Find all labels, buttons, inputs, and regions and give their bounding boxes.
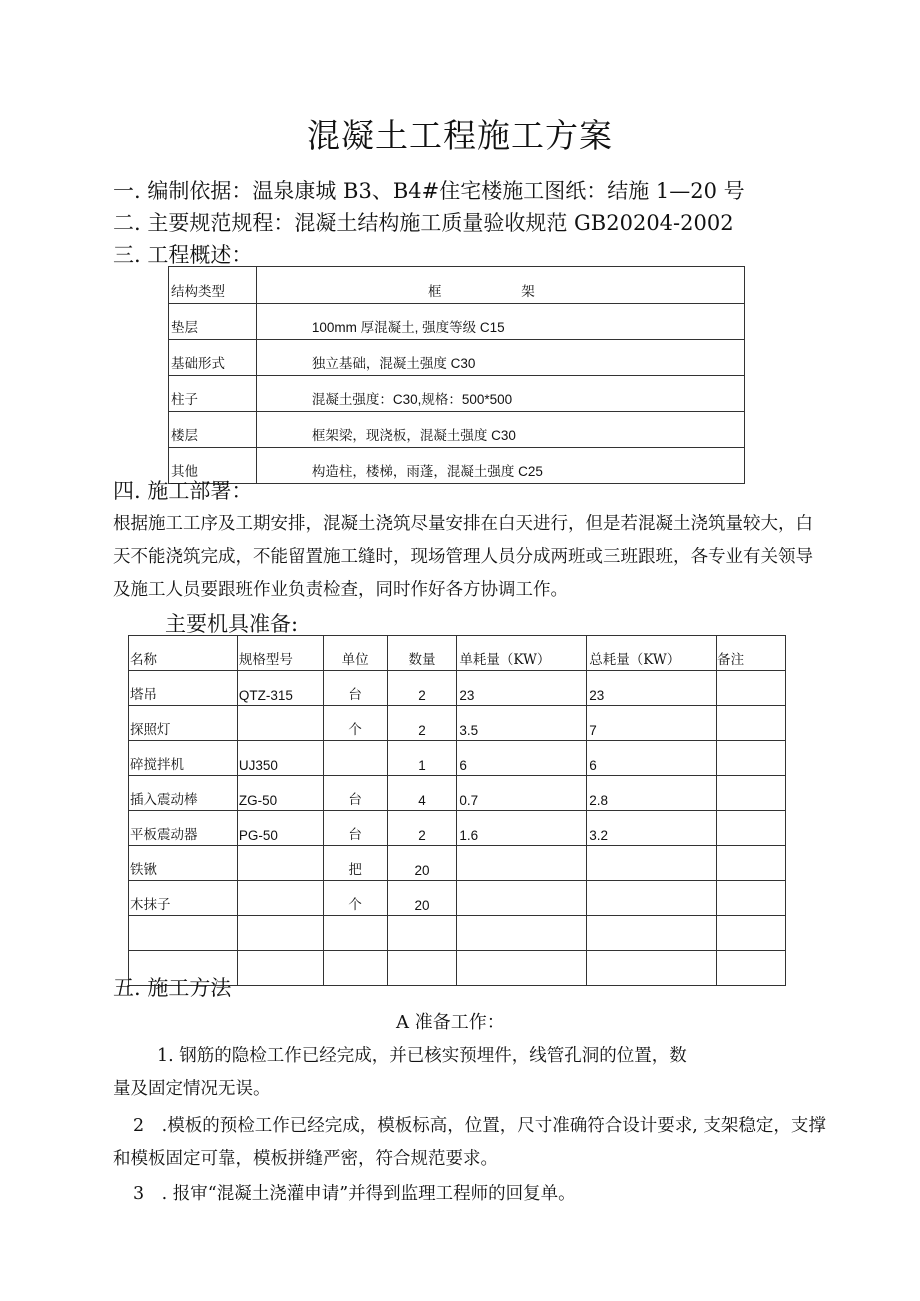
table-cell: 2.8 (587, 776, 717, 811)
table-cell (237, 916, 323, 951)
table-cell (457, 951, 587, 986)
table-cell (457, 846, 587, 881)
table-cell (237, 706, 323, 741)
table-cell: UJ350 (237, 741, 323, 776)
table-cell (717, 916, 786, 951)
table-cell: 探照灯 (129, 706, 238, 741)
table-row (129, 916, 786, 951)
overview-value: 混凝土强度：C30,规格：500*500 (256, 376, 744, 412)
table-cell: QTZ-315 (237, 671, 323, 706)
overview-value: 独立基础，混凝土强度 C30 (256, 340, 744, 376)
overview-label: 垫层 (169, 304, 257, 340)
table-row (129, 741, 786, 776)
table-cell (323, 951, 387, 986)
overview-value: 100mm 厚混凝土, 强度等级 C15 (256, 304, 744, 340)
table-cell (237, 951, 323, 986)
table-row (129, 881, 786, 916)
table-cell: 台 (323, 776, 387, 811)
overview-row (169, 448, 745, 484)
table-cell: 1.6 (457, 811, 587, 846)
table-row (129, 811, 786, 846)
table-cell: 木抹子 (129, 881, 238, 916)
table-row (129, 846, 786, 881)
table-cell: 个 (323, 881, 387, 916)
table-cell: 1 (387, 741, 457, 776)
overview-value: 构造柱，楼梯，雨蓬，混凝土强度 C25 (256, 448, 744, 484)
table-cell (717, 811, 786, 846)
table-cell: 插入震动棒 (129, 776, 238, 811)
overview-label: 楼层 (169, 412, 257, 448)
table-cell: 把 (323, 846, 387, 881)
deployment-line: 及施工人员要跟班作业负责检查，同时作好各方协调工作。 (113, 580, 568, 600)
table-cell (457, 881, 587, 916)
table-cell (587, 881, 717, 916)
table-cell (717, 741, 786, 776)
overview-row (169, 376, 745, 412)
method-item: 3 . 报审“混凝土浇灌申请”并得到监理工程师的回复单。 (133, 1184, 576, 1204)
table-cell (237, 846, 323, 881)
method-item: 和模板固定可靠，模板拼缝严密，符合规范要求。 (113, 1149, 498, 1169)
table-cell (717, 671, 786, 706)
table-row (129, 776, 786, 811)
table-cell: PG-50 (237, 811, 323, 846)
overview-row (169, 267, 745, 304)
equipment-heading: 主要机具准备: (165, 612, 299, 636)
table-row (129, 706, 786, 741)
overview-label: 其他 (169, 448, 257, 484)
equipment-header-cell: 数量 (387, 636, 457, 671)
method-item: 1. 钢筋的隐检工作已经完成，并已核实预埋件，线管孔洞的位置，数 (157, 1046, 687, 1066)
section-deployment: 四. 施工部署： (113, 479, 253, 503)
overview-label: 基础形式 (169, 340, 257, 376)
overview-value: 框 架 (256, 267, 744, 304)
table-cell (323, 916, 387, 951)
table-cell: 7 (587, 706, 717, 741)
table-cell: 20 (387, 881, 457, 916)
table-cell (457, 916, 587, 951)
table-cell: 6 (457, 741, 587, 776)
section-method: 五. 施工方法 (113, 976, 232, 1000)
table-cell (717, 846, 786, 881)
equipment-header-cell: 单位 (323, 636, 387, 671)
overview-row (169, 412, 745, 448)
table-cell: ZG-50 (237, 776, 323, 811)
table-cell: 2 (387, 706, 457, 741)
table-cell (323, 741, 387, 776)
table-cell: 4 (387, 776, 457, 811)
table-cell: 6 (587, 741, 717, 776)
overview-label: 结构类型 (169, 267, 257, 304)
table-cell (717, 951, 786, 986)
table-cell (717, 881, 786, 916)
table-cell: 2 (387, 811, 457, 846)
table-cell (387, 916, 457, 951)
table-cell: 2 (387, 671, 457, 706)
table-cell: 0.7 (457, 776, 587, 811)
equipment-header-cell: 规格型号 (237, 636, 323, 671)
table-cell: 3.5 (457, 706, 587, 741)
overview-row (169, 340, 745, 376)
table-row (129, 671, 786, 706)
equipment-header-cell: 备注 (717, 636, 786, 671)
method-subheading: A 准备工作： (396, 1012, 505, 1033)
equipment-header-cell: 总耗量（KW） (587, 636, 717, 671)
table-cell (237, 881, 323, 916)
table-cell (587, 951, 717, 986)
overview-row (169, 304, 745, 340)
table-cell: 个 (323, 706, 387, 741)
page-title: 混凝土工程施工方案 (307, 116, 613, 155)
table-cell: 铁锹 (129, 846, 238, 881)
table-cell (587, 916, 717, 951)
method-item: 2 .模板的预检工作已经完成，模板标高，位置，尺寸准确符合设计要求, 支架稳定，支撑 (133, 1116, 826, 1136)
section-standards: 二. 主要规范规程：混凝土结构施工质量验收规范 GB20204-2002 (113, 211, 734, 235)
table-cell (717, 706, 786, 741)
equipment-header-row (129, 636, 786, 671)
equipment-header-cell: 名称 (129, 636, 238, 671)
overview-value: 框架梁，现浇板，混凝土强度 C30 (256, 412, 744, 448)
overview-table (168, 266, 745, 484)
table-cell: 23 (587, 671, 717, 706)
table-cell: 23 (457, 671, 587, 706)
overview-label: 柱子 (169, 376, 257, 412)
equipment-header-cell: 单耗量（KW） (457, 636, 587, 671)
table-cell: 20 (387, 846, 457, 881)
table-cell (387, 951, 457, 986)
table-cell: 台 (323, 671, 387, 706)
equipment-table (128, 635, 786, 986)
deployment-line: 天不能浇筑完成，不能留置施工缝时，现场管理人员分成两班或三班跟班，各专业有关领导 (113, 547, 813, 567)
table-cell: 平板震动器 (129, 811, 238, 846)
section-overview: 三. 工程概述： (113, 243, 253, 267)
table-cell: 碎搅拌机 (129, 741, 238, 776)
table-cell: 塔吊 (129, 671, 238, 706)
table-cell (129, 916, 238, 951)
table-cell: 3.2 (587, 811, 717, 846)
deployment-line: 根据施工工序及工期安排，混凝土浇筑尽量安排在白天进行，但是若混凝土浇筑量较大，白 (113, 514, 813, 534)
table-cell (587, 846, 717, 881)
section-basis: 一. 编制依据：温泉康城 B3、B4#住宅楼施工图纸：结施 1—20 号 (113, 179, 745, 203)
table-cell: 台 (323, 811, 387, 846)
table-cell (717, 776, 786, 811)
method-item: 量及固定情况无误。 (113, 1079, 271, 1099)
